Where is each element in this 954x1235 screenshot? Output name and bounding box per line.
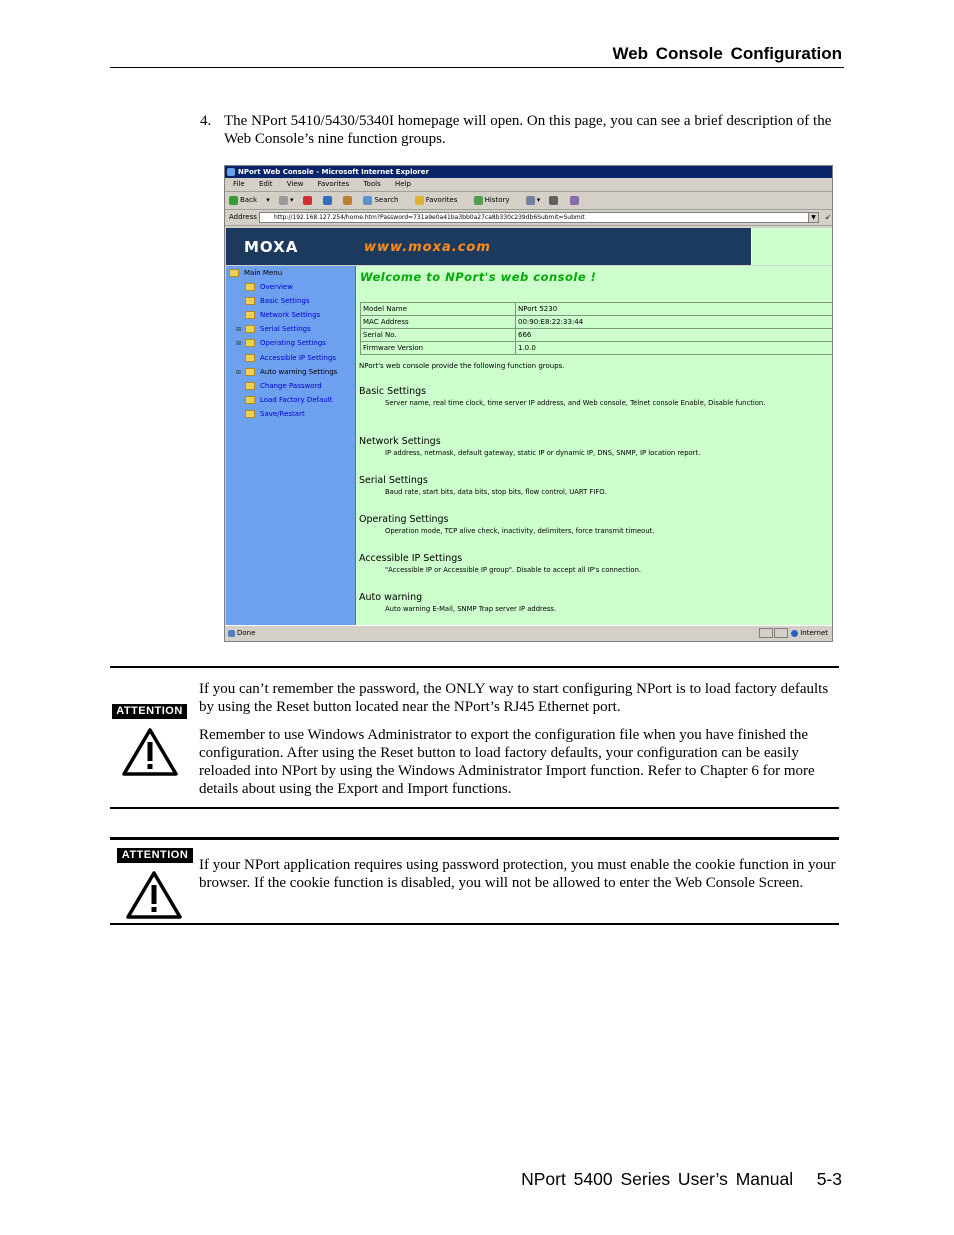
expand-plus-icon[interactable]: ⊞: [236, 340, 242, 348]
function-group-serial: [359, 475, 829, 497]
print-icon: [549, 196, 558, 205]
refresh-icon: [323, 196, 332, 205]
folder-icon: [245, 382, 255, 390]
function-group-title: Serial Settings: [359, 475, 428, 486]
info-value: 666: [516, 329, 834, 342]
function-group-desc: Server name, real time clock, time server IP address, and Web console, Telnet console Enable, Disable function.: [385, 399, 766, 407]
nav-item-label: Operating Settings: [260, 339, 326, 348]
attention-1-bottom-rule: [110, 807, 839, 809]
forward-button[interactable]: ▾: [279, 196, 294, 204]
info-value: NPort 5230: [516, 303, 834, 316]
function-group-desc: Auto warning E-Mail, SNMP Trap server IP address.: [385, 605, 557, 613]
expand-plus-icon[interactable]: ⊞: [236, 326, 242, 334]
warning-triangle-icon: [121, 727, 179, 777]
table-row: [361, 316, 834, 329]
browser-menu-bar: [225, 178, 832, 192]
status-zone-label: Internet: [800, 629, 828, 637]
back-button[interactable]: Back ▾: [229, 196, 270, 204]
function-group-desc: "Accessible IP or Accessible IP group". Disable to accept all IP's connection.: [385, 566, 642, 574]
ie-icon: [227, 168, 235, 176]
expand-plus-icon[interactable]: ⊞: [236, 368, 242, 376]
function-group-network: [359, 436, 829, 458]
function-group-basic: [359, 386, 829, 408]
browser-screenshot: [224, 165, 833, 642]
status-segment: [759, 628, 773, 638]
mail-icon: [526, 196, 535, 205]
function-group-title: Accessible IP Settings: [359, 553, 463, 564]
menu-help[interactable]: Help: [394, 180, 411, 188]
stop-button[interactable]: [303, 196, 314, 204]
menu-tools[interactable]: Tools: [363, 180, 381, 188]
back-label: Back: [240, 196, 257, 204]
table-row: [361, 342, 834, 355]
welcome-heading: Welcome to NPort's web console !: [360, 270, 597, 284]
stop-icon: [303, 196, 312, 205]
console-content: [356, 266, 832, 628]
back-arrow-icon: [229, 196, 238, 205]
print-button[interactable]: [549, 196, 560, 204]
edit-icon: [570, 196, 579, 205]
info-label: MAC Address: [361, 316, 516, 329]
function-group-desc: Operation mode, TCP alive check, inactivity, delimiters, force transmit timeout.: [385, 527, 655, 535]
menu-view[interactable]: View: [286, 180, 304, 188]
function-group-title: Network Settings: [359, 436, 441, 447]
folder-icon: [245, 410, 255, 418]
function-group-accessible-ip: [359, 553, 829, 575]
nav-item[interactable]: [236, 354, 336, 362]
nav-item-label: Load Factory Default: [260, 395, 333, 404]
main-menu-root[interactable]: [229, 269, 282, 277]
function-groups-intro: NPort's web console provide the following function groups.: [359, 362, 565, 370]
page-icon: [228, 630, 235, 637]
address-label: Address: [229, 213, 257, 221]
nav-item-label: Change Password: [260, 381, 322, 390]
address-dropdown-icon[interactable]: ▼: [808, 213, 818, 222]
menu-file[interactable]: File: [233, 180, 245, 188]
nav-item[interactable]: [236, 283, 293, 291]
search-icon: [363, 196, 372, 205]
open-folder-icon: [229, 269, 239, 277]
table-row: [361, 303, 834, 316]
nav-item[interactable]: [236, 311, 320, 319]
attention-1-paragraph-2: Remember to use Windows Administrator to export the configuration file when you have finished the configuration. After using the Reset button to load factory defaults, your configuration can be easily reloaded into NPort by using the Windows Administrator Import function. Refer to Chapter 6 for more details about using the Export and Import functions.: [199, 727, 815, 797]
table-row: [361, 329, 834, 342]
main-menu-label: Main Menu: [244, 269, 283, 277]
history-label: History: [484, 196, 510, 204]
history-icon: [474, 196, 483, 205]
globe-icon: [791, 630, 798, 637]
nav-item[interactable]: [236, 339, 326, 347]
function-group-title: Basic Settings: [359, 386, 427, 397]
footer-manual-title: NPort 5400 Series User’s Manual: [521, 1169, 794, 1189]
moxa-url[interactable]: www.moxa.com: [364, 240, 491, 255]
favorites-button[interactable]: [415, 196, 465, 204]
info-label: Firmware Version: [361, 342, 516, 355]
refresh-button[interactable]: [323, 196, 334, 204]
folder-icon: [245, 368, 255, 376]
info-value: 00:90:E8:22:33:44: [516, 316, 834, 329]
function-group-desc: IP address, netmask, default gateway, static IP or dynamic IP, DNS, SNMP, IP location report.: [385, 449, 701, 457]
banner-right-panel: [751, 228, 832, 265]
search-button[interactable]: [363, 196, 405, 204]
info-value: 1.0.0: [516, 342, 834, 355]
mail-button[interactable]: ▾: [526, 196, 541, 204]
browser-toolbar: [225, 192, 832, 210]
nav-item[interactable]: [236, 382, 322, 390]
moxa-banner: [226, 228, 751, 265]
edit-button[interactable]: [570, 196, 581, 204]
history-button[interactable]: [474, 196, 517, 204]
browser-window-title: NPort Web Console - Microsoft Internet Explorer: [238, 168, 429, 176]
folder-icon: [245, 325, 255, 333]
device-info-table: [360, 302, 833, 355]
nav-item-label: Overview: [260, 283, 293, 291]
nav-item-label: Basic Settings: [260, 297, 310, 306]
attention-2-paragraph: If your NPort application requires using password protection, you must enable the cookie function in your browser. If the cookie function is disabled, you will not be allowed to enter the Web Console Screen.: [199, 857, 836, 891]
attention-2-bottom-rule: [110, 923, 839, 925]
status-segment: [774, 628, 788, 638]
info-label: Model Name: [361, 303, 516, 316]
go-arrow-icon[interactable]: ↙: [825, 213, 831, 221]
status-done: [228, 629, 255, 637]
address-value: http://192.168.127.254/home.htm?Password=731a9e0a41ba3bb0a27ca8b330c239db6Submit=Submit: [274, 214, 585, 221]
folder-icon: [245, 354, 255, 362]
status-zone: [791, 629, 828, 637]
address-input[interactable]: [259, 212, 819, 223]
home-button[interactable]: [343, 196, 354, 204]
function-group-desc: Baud rate, start bits, data bits, stop bits, flow control, UART FIFO.: [385, 488, 607, 496]
nav-item[interactable]: [236, 410, 305, 418]
function-group-operating: [359, 514, 829, 536]
nav-item-label: Auto warning Settings: [260, 367, 338, 376]
header-rule: [110, 67, 844, 68]
folder-icon: [245, 339, 255, 347]
status-done-label: Done: [237, 629, 256, 637]
nav-item-label: Network Settings: [260, 311, 321, 320]
nav-item-label: Save/Restart: [260, 409, 305, 418]
footer-page-number: 5-3: [816, 1169, 842, 1189]
attention-2-top-rule: [110, 837, 839, 840]
nav-item-label: Serial Settings: [260, 325, 311, 334]
moxa-logo: MOXA: [244, 238, 299, 256]
nav-item[interactable]: [236, 396, 332, 404]
folder-icon: [245, 396, 255, 404]
function-group-auto-warning: [359, 592, 829, 614]
info-label: Serial No.: [361, 329, 516, 342]
search-label: Search: [374, 196, 399, 204]
favorites-label: Favorites: [425, 196, 458, 204]
function-group-title: Auto warning: [359, 592, 423, 603]
warning-triangle-icon: [125, 870, 183, 920]
main-menu-sidebar: [226, 266, 356, 628]
nav-item-label: Accessible IP Settings: [260, 353, 337, 362]
nav-item[interactable]: [236, 297, 309, 305]
attention-1-top-rule: [110, 666, 839, 668]
forward-arrow-icon: [279, 196, 288, 205]
folder-icon: [245, 311, 255, 319]
browser-title-bar: [225, 166, 832, 178]
step-number: 4.: [200, 113, 212, 129]
page-footer: [521, 1169, 842, 1190]
nav-item[interactable]: [236, 368, 337, 376]
menu-edit[interactable]: Edit: [258, 180, 273, 188]
step-text: The NPort 5410/5430/5340I homepage will open. On this page, you can see a brief description of the Web Console’s nine function groups.: [224, 113, 832, 147]
nav-item[interactable]: [236, 325, 311, 333]
home-icon: [343, 196, 352, 205]
page-header-title: Web Console Configuration: [612, 44, 842, 63]
function-group-title: Operating Settings: [359, 514, 449, 525]
attention-1-paragraph-1: If you can’t remember the password, the ONLY way to start configuring NPort is to load factory defaults by using the Reset button located near the NPort’s RJ45 Ethernet port.: [199, 681, 829, 715]
attention-2-badge: ATTENTION: [117, 848, 193, 863]
favorites-icon: [415, 196, 424, 205]
folder-icon: [245, 283, 255, 291]
menu-favorites[interactable]: Favorites: [317, 180, 350, 188]
folder-icon: [245, 297, 255, 305]
browser-status-bar: [225, 625, 832, 641]
attention-1-badge: ATTENTION: [112, 704, 187, 719]
address-bar: [225, 210, 832, 226]
step-paragraph: [200, 112, 840, 148]
